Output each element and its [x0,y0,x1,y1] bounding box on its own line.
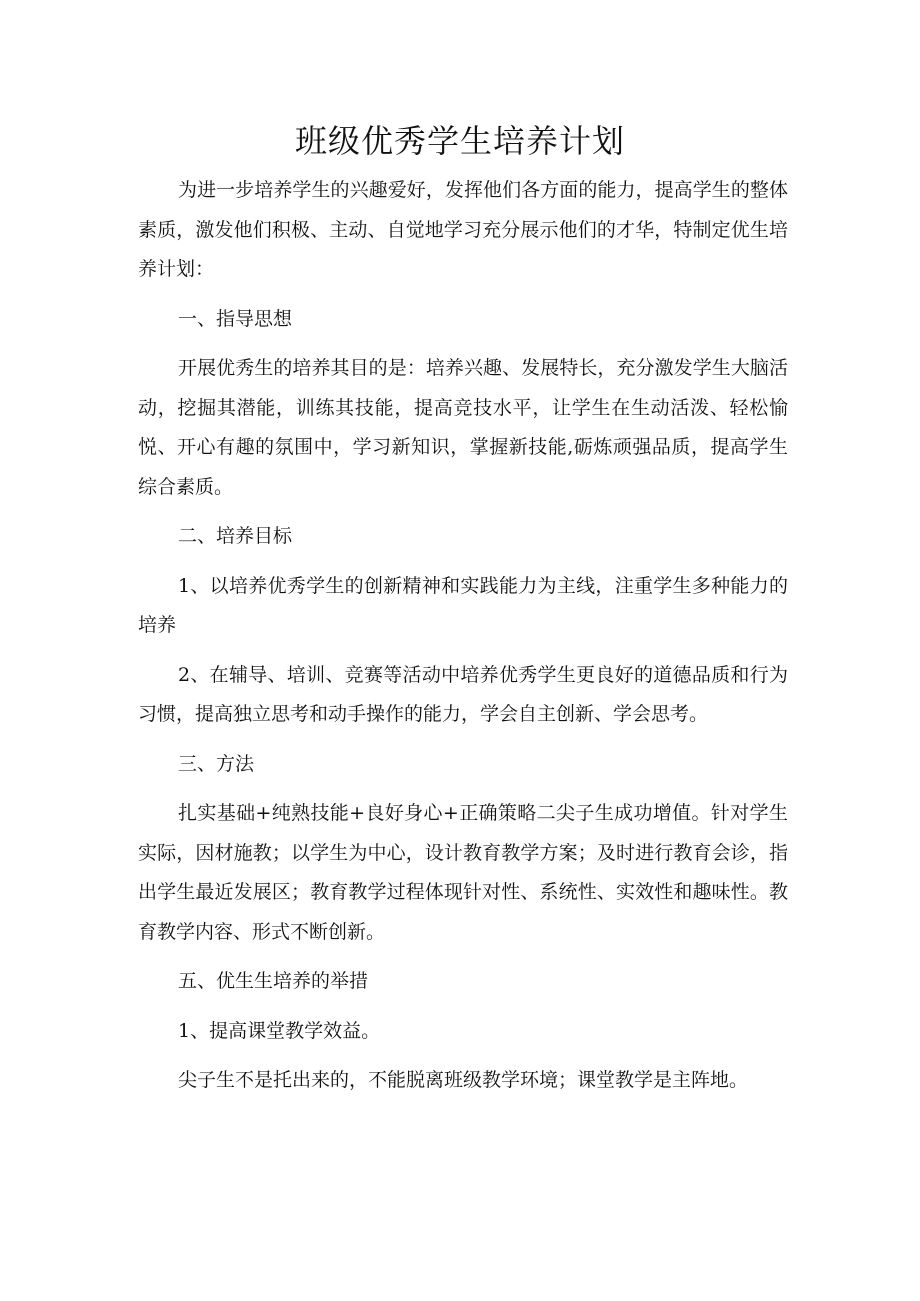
paragraph-gap [138,784,788,794]
paragraph-gap [138,507,788,517]
paragraph-gap [138,557,788,567]
paragraph-gap [138,1051,788,1061]
training-goal-item-2: 2、在辅导、培训、竞赛等活动中培养优秀学生更良好的道德品质和行为习惯，提高独立思考和动手操作的能力，学会自主创新、学会思考。 [138,663,788,725]
guiding-ideology-paragraph: 开展优秀生的培养其目的是：培养兴趣、发展特长，充分激发学生大脑活动，挖掘其潜能，训练其技能，提高竞技水平，让学生在生动活泼、轻松愉悦、开心有趣的氛围中，学习新知识，掌握新技能,砺炼顽强品质，提高学生综合素质。 [138,357,788,498]
paragraph-gap [138,735,788,745]
measures-item-1: 1、提高课堂教学效益。 [178,1019,381,1042]
intro-paragraph: 为进一步培养学生的兴趣爱好，发挥他们各方面的能力，提高学生的整体素质，激发他们积极、主动、自觉地学习充分展示他们的才华，特制定优生培养计划： [138,179,788,280]
section-heading-methods: 三、方法 [178,752,255,775]
section-heading-training-goals: 二、培养目标 [178,525,293,547]
paragraph-gap [138,1002,788,1012]
measures-paragraph: 尖子生不是托出来的，不能脱离班级教学环境；课堂教学是主阵地。 [178,1069,749,1091]
document-body [138,171,788,1101]
paragraph-gap [138,646,788,656]
training-goal-item-1: 1、以培养优秀学生的创新精神和实践能力为主线，注重学生多种能力的培养 [138,574,788,636]
section-heading-guiding-ideology: 一、指导思想 [178,307,293,330]
document-title: 班级优秀学生培养计划 [294,122,625,160]
paragraph-gap [138,290,788,300]
paragraph-gap [138,339,788,349]
section-heading-measures: 五、优生生培养的举措 [178,970,369,992]
methods-paragraph: 扎实基础+纯熟技能+良好身心+正确策略二尖子生成功增值。针对学生实际，因材施教；以学生为中心，设计教育教学方案；及时进行教育会诊，指出学生最近发展区；教育教学过程体现针对性、系统性、实效性和趣味性。教育教学内容、形式不断创新。 [138,802,788,943]
paragraph-gap [138,952,788,962]
